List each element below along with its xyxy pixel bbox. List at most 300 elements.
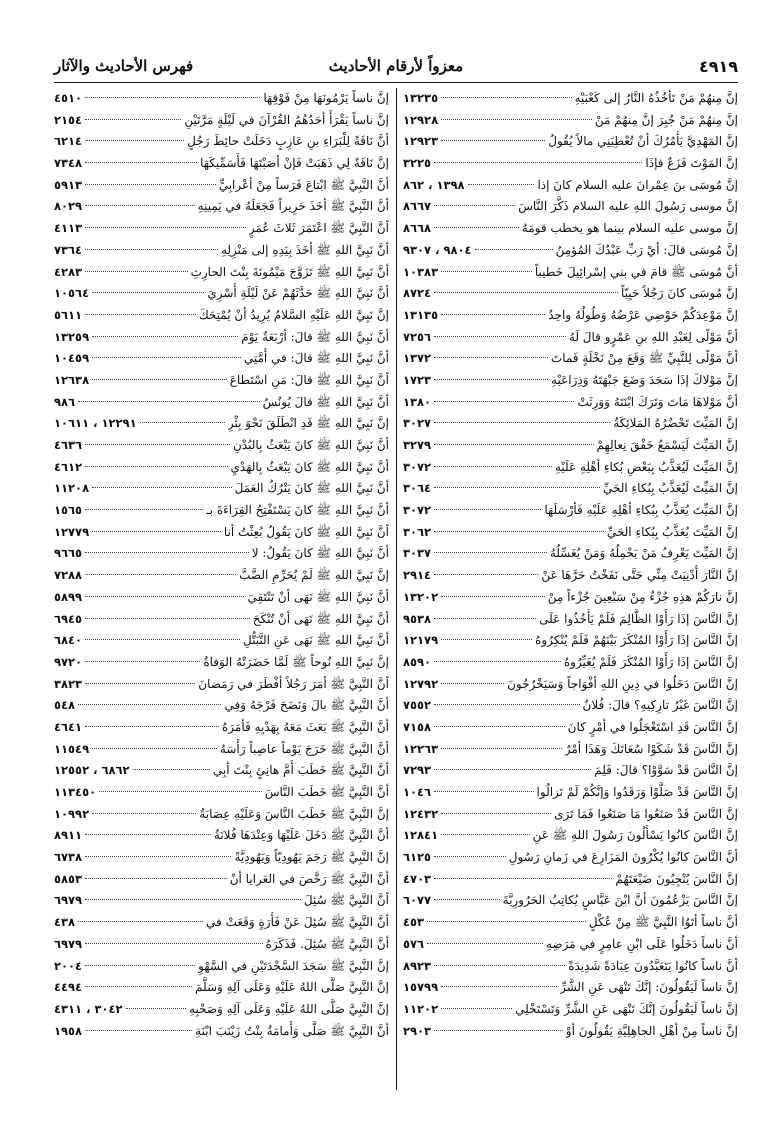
dot-leader <box>140 422 225 423</box>
index-entry <box>403 370 738 392</box>
dot-leader <box>441 834 530 835</box>
hadith-number: ٩٥٣٨ <box>403 611 432 626</box>
dot-leader <box>85 97 260 98</box>
index-entry <box>403 565 738 587</box>
dot-leader <box>92 813 196 814</box>
dot-leader <box>92 748 217 749</box>
hadith-incipit: إنَّ مَوْلاكَ إذَا سَجَدَ وَضَعَ جَبْهَتَهُ وَذِرَاعَيْهِ <box>551 372 738 387</box>
hadith-number: ٧٣٦٤ <box>54 242 83 257</box>
hadith-number: ٥٤٨ <box>54 698 76 713</box>
hadith-incipit: أنَّ النَّبِيَّ ﷺ خَطَبَ أُمَّ هانِئٍ بِنْتَ أبِي <box>212 763 389 778</box>
hadith-incipit: أنَّ نَبِيَّ اللهِ ﷺ قالَ يُونُسُ <box>262 394 389 409</box>
hadith-incipit: أنَّ مَوْلًى لِعَبْدِ اللهِ بنِ عَمْرٍو قالَ لَهُ <box>568 329 738 344</box>
dot-leader <box>434 444 593 445</box>
hadith-incipit: أنَّ النَّبِيَّ ﷺ رَخَّصَ في العَرايا أنْ <box>229 871 389 886</box>
dot-leader <box>133 769 210 770</box>
hadith-incipit: إنَّ النَّبِيَّ ﷺ سَجَدَ السَّجْدَتَيْنِ في السَّهْوِ <box>198 958 389 973</box>
hadith-number: ٦١٢٥ <box>403 850 432 865</box>
index-entry <box>403 392 738 414</box>
index-entry <box>54 695 389 717</box>
hadith-number: ٤٤٩٤ <box>54 980 83 995</box>
hadith-number: ٨٧٢٤ <box>403 286 432 301</box>
dot-leader <box>441 140 545 141</box>
index-page <box>54 56 738 1096</box>
hadith-number: ٣٢٧٩ <box>403 438 432 452</box>
index-entry <box>54 500 389 522</box>
hadith-number: ١١٢٠٢ <box>403 1001 439 1016</box>
dot-leader <box>434 618 536 619</box>
dot-leader <box>441 683 504 684</box>
index-entry <box>54 999 389 1021</box>
hadith-number: ١٢٩٢٨ <box>403 112 439 127</box>
hadith-number: ٣٠٦٤ <box>403 481 432 496</box>
hadith-incipit: إنَّ ناساً يَرْمُونَهَا مِنْ فَوْقِهَا <box>263 91 389 105</box>
running-title: معزواً لأرقام الأحاديث <box>328 57 464 75</box>
dot-leader <box>92 357 241 358</box>
hadith-incipit: إنَّ النَّاسَ دَخَلُوا في دِينِ اللهِ أفْوَاجاً وَسَيَخْرُجُونَ <box>507 676 738 691</box>
index-entry <box>54 1021 389 1043</box>
index-entry <box>403 327 738 349</box>
hadith-incipit: إنَّ مُوسَى بنَ عِمْرانَ عليه السلام كانَ إذا <box>537 177 738 192</box>
hadith-incipit: إنَّ المَيِّتَ تَحْضُرُهُ المَلائِكَةُ <box>613 416 738 431</box>
hadith-incipit: إنَّ نَبِيَّ اللهِ عَلَيْهِ السَّلامُ يُرِيدُ أنْ يُمْتِحَكَ <box>198 307 389 322</box>
hadith-number: ٢٠٠٤ <box>54 958 83 973</box>
index-entry <box>54 934 389 956</box>
index-entry <box>403 478 738 500</box>
dot-leader <box>85 661 200 662</box>
hadith-number: ٤٥١٠ <box>54 91 83 105</box>
index-entry <box>403 348 738 370</box>
dot-leader <box>441 1008 512 1009</box>
hadith-incipit: إنَّ المَيِّتَ يُعَذَّبُ بِبُكاءِ أهْلِهِ عَلَيْهِ فَأرْسَلَهَا <box>544 503 738 518</box>
dot-leader <box>85 596 244 597</box>
hadith-number: ١١٥٤٩ <box>54 741 90 756</box>
index-entry <box>54 652 389 674</box>
index-entry <box>54 825 389 847</box>
index-entry <box>403 262 738 284</box>
dot-leader <box>468 184 535 185</box>
index-entry <box>54 847 389 869</box>
hadith-number: ١٢٧٧٩ <box>54 524 90 539</box>
hadith-incipit: إنَّ المَيِّتَ لَيُعَذَّبُ بِبُكاءِ الحَيِّ <box>602 481 738 496</box>
dot-leader <box>434 336 566 337</box>
index-entry <box>54 283 389 305</box>
hadith-incipit: أنَّ نَبِيَّ اللهِ ﷺ كانَ يَتْرُكُ العَمَلَ <box>234 481 389 496</box>
dot-leader <box>92 531 221 532</box>
hadith-incipit: أنَّ نَبِيَّ اللهِ ﷺ قالَ: في أُمَّتِي <box>243 351 389 366</box>
hadith-number: ٢٩١٤ <box>403 568 432 583</box>
hadith-incipit: إنَّ مِنهُمْ مَنْ تَأخُذُهُ النَّارُ إلى كَعْبَيْهِ <box>574 91 738 105</box>
hadith-incipit: إنَّ النَّاسَ قَدْ سَوَّوْا؟ قالَ: فَلِمَ <box>594 763 738 778</box>
dot-leader <box>434 552 547 553</box>
dot-leader <box>85 856 231 857</box>
index-entry <box>403 609 738 631</box>
hadith-number: ٤٢٨٣ <box>54 264 83 279</box>
index-entry <box>403 869 738 891</box>
dot-leader <box>475 249 553 250</box>
hadith-number: ٣٨٢٣ <box>54 676 83 691</box>
dot-leader <box>441 119 592 120</box>
hadith-incipit: إنَّ ناساً لَيَقُولُونَ إنَّكَ تَنْهَى عَنِ الشَّرِّ وَتَسْتَخْلِي <box>515 1001 738 1016</box>
hadith-number: ١٢١٧٩ <box>403 633 439 648</box>
hadith-incipit: إنَّ المَهْدِيَّ يَأْمُرُكَ أنْ تُعْطِيَنِي مالاً يُقُولُ <box>548 134 738 149</box>
index-entry <box>54 609 389 631</box>
hadith-number: ٢٩٠٣ <box>403 1023 432 1038</box>
hadith-number: ١٠٤٦ <box>403 785 432 799</box>
dot-leader <box>434 205 515 206</box>
right-column <box>403 88 738 1088</box>
dot-leader <box>85 639 240 640</box>
hadith-incipit: أنَّ نَبِيَّ اللهِ ﷺ كانَ يَقُولُ: لا <box>251 546 389 561</box>
hadith-incipit: أنَّ ناساً دَخَلُوا عَلَى ابْنِ عامِرٍ في مَرَضِهِ <box>545 936 738 951</box>
hadith-incipit: إنَّ ناساً مِنْ أهْلِ الجاهِلِيَّةِ يَقُولُونَ أوْ <box>565 1023 738 1038</box>
dot-leader <box>434 1030 563 1031</box>
index-entry <box>403 825 738 847</box>
dot-leader <box>441 748 562 749</box>
hadith-incipit: إنَّ مُوسَى كانَ رَجُلاً حَيِيّاً <box>621 286 738 301</box>
index-entry <box>403 240 738 262</box>
hadith-incipit: أنَّ نَبِيَّ اللهِ ﷺ كانَ يَقُولُ بُعِثْتُ أنا <box>223 524 389 539</box>
hadith-incipit: إنَّ المَيِّتَ لَيَسْمَعُ خَفْقَ نِعالِهِمْ <box>596 438 738 452</box>
hadith-number: ٦٧٣٨ <box>54 850 83 865</box>
hadith-number: ٤٦١٢ <box>54 459 83 474</box>
index-entry <box>54 413 389 435</box>
index-entry <box>54 543 389 565</box>
dot-leader <box>441 639 532 640</box>
index-entry <box>54 240 389 262</box>
index-entry <box>403 652 738 674</box>
dot-leader <box>434 357 548 358</box>
index-entry <box>54 565 389 587</box>
index-entry <box>54 457 389 479</box>
dot-leader <box>85 140 184 141</box>
index-entry <box>54 630 389 652</box>
index-entry <box>403 847 738 869</box>
dot-leader <box>85 965 195 966</box>
hadith-incipit: أنَّ ناساً كانُوا يَتَعَبَّدُونَ عِبَادَةً شَدِيدَةً <box>568 958 738 973</box>
hadith-incipit: إنَّ ناساً لَيَقُولُونَ: إنَّكَ تَنْهَى عَنِ الشَّرِّ <box>560 980 738 995</box>
hadith-incipit: أنَّ النَّبِيَّ ﷺ دَخَلَ عَلَيْهَا وَعِنْدَهَا فُلانَةُ <box>213 828 389 843</box>
hadith-incipit: أنَّ النَّبِيَّ ﷺ صَلَّى وَأُمامَةُ بِنْتُ زَيْنَبَ ابْنَةِ <box>195 1023 389 1038</box>
hadith-number: ٨٠٢٩ <box>54 199 83 214</box>
index-entry <box>403 804 738 826</box>
index-entry <box>54 88 389 110</box>
hadith-incipit: أنَّ مَوْلًى لِلنَّبِيِّ ﷺ وَقَعَ مِنْ نَخْلَةٍ فَماتَ <box>550 351 738 366</box>
dot-leader <box>85 986 192 987</box>
index-entry <box>403 110 738 132</box>
dot-leader <box>92 336 238 337</box>
dot-leader <box>85 314 196 315</box>
hadith-incipit: إنَّ نَاقَةً لِي ذَهَبَتْ فَإنْ أصَبْتَهَا فَأَسَمِّيكَهَا <box>200 156 389 171</box>
hadith-incipit: أنَّ النَّاسَ كانُوا يُكْرُونَ المَزَارِعَ في زَمانِ رَسُولِ <box>508 850 738 865</box>
index-entry <box>403 196 738 218</box>
dot-leader <box>434 531 604 532</box>
hadith-incipit: أنَّ ناساً أتَوُا النَّبِيَّ ﷺ مِنْ عُكْلٍ <box>588 915 738 930</box>
index-entry <box>54 956 389 978</box>
hadith-number: ٤١١٣ <box>54 221 83 236</box>
dot-leader <box>434 878 612 879</box>
hadith-incipit: أنَّ النَّبِيَّ ﷺ أخَذَ حَرِيراً فَجَعَلَهُ في يَمِينِهِ <box>197 199 389 214</box>
hadith-incipit: أنَّ نَبِيَّ اللهِ ﷺ قالَ: مَنِ اسْتَطاعَ <box>229 372 389 387</box>
index-entry <box>54 348 389 370</box>
hadith-incipit: إنَّ النَّبِيَّ ﷺ رَجَمَ يَهُودِيّاً وَيَهُودِيَّةً <box>234 850 389 865</box>
index-entry <box>403 956 738 978</box>
dot-leader <box>85 271 188 272</box>
hadith-number: ١٣٢٣٥ <box>403 91 439 105</box>
dot-leader <box>85 726 219 727</box>
index-entry <box>54 110 389 132</box>
hadith-incipit: إنَّ موسى عليه السلام بينما هو يخطب قومَهُ <box>521 221 738 236</box>
dot-leader <box>434 401 574 402</box>
hadith-incipit: إنَّ النَّاسَ إذَا رَأَوْا المُنْكَرَ فَلَمْ يُغَيِّرُوهُ <box>563 654 738 669</box>
hadith-incipit: إنَّ المَيِّتَ يَعْرِفُ مَنْ يَحْمِلُهُ وَمَنْ يُغَسِّلُهُ <box>549 546 738 561</box>
hadith-number: ١٣٩٨ ، ٨٦٢ <box>403 177 465 192</box>
hadith-incipit: إنَّ النَّاسَ قَدْ صَلَّوْا وَرَقَدُوا وَإنَّكُمْ لَمْ تَزالُوا <box>536 785 738 799</box>
dot-leader <box>92 379 227 380</box>
index-entry <box>403 1021 738 1043</box>
hadith-incipit: أنَّ نَبِيَّ اللهِ ﷺ أخَذَ بِيَدِهِ إلى مَنْزِلِهِ <box>220 242 389 257</box>
hadith-incipit: أنَّ نَبِيَّ اللهِ ﷺ تَزَوَّجَ مَيْمُونَةَ بِنْتَ الحارِثِ <box>190 264 389 279</box>
dot-leader <box>441 986 557 987</box>
dot-leader <box>441 314 545 315</box>
index-entry <box>54 804 389 826</box>
index-entry <box>54 327 389 349</box>
index-entry <box>54 435 389 457</box>
hadith-incipit: أنَّ النَّبِيَّ ﷺ خَرَجَ يَوْماً عاصِباً رَأْسَهُ <box>219 741 389 756</box>
index-entry <box>403 587 738 609</box>
hadith-incipit: أنَّ مُوسَى ﷺ قامَ في بني إسْرائِيلَ خَطيباً <box>534 264 738 279</box>
index-entry <box>403 500 738 522</box>
dot-leader <box>85 444 230 445</box>
index-entry <box>403 305 738 327</box>
hadith-number: ٩٦٦٥ <box>54 546 83 561</box>
hadith-number: ١٠٣٨٣ <box>403 264 439 279</box>
dot-leader <box>85 899 301 900</box>
hadith-number: ١١٣٤٥٠ <box>54 785 97 799</box>
hadith-number: ٨٩١١ <box>54 828 83 843</box>
index-entry <box>54 153 389 175</box>
dot-leader <box>92 487 232 488</box>
index-entry <box>54 739 389 761</box>
hadith-incipit: أنَّ النَّبِيَّ ﷺ خَطَبَ النَّاسَ <box>264 785 389 799</box>
hadith-number: ١٢٦٣٨ <box>54 372 90 387</box>
index-entry <box>54 196 389 218</box>
hadith-number: ٧٢٥٦ <box>403 329 432 344</box>
hadith-incipit: إنَّ المَيِّتَ يُعَذَّبُ بِبُكاءِ الحَيِّ <box>606 524 738 539</box>
hadith-number: ١٥٧٩٩ <box>403 980 439 995</box>
dot-leader <box>85 227 246 228</box>
hadith-incipit: أنَّ نَبِيَّ اللهِ ﷺ حَدَّثَهُمْ عَنْ لَيْلَةِ أُسْرِيَ <box>207 286 389 301</box>
hadith-number: ٧١٥٨ <box>403 719 432 734</box>
index-entry <box>54 175 389 197</box>
hadith-number: ٦٠٧٧ <box>403 893 432 908</box>
dot-leader <box>434 574 538 575</box>
hadith-incipit: أنَّ نَبِيَّ اللهِ ﷺ نَهَى أنْ تُنْكَحَ <box>252 611 389 626</box>
hadith-incipit: إنَّ مُوسَى قالَ: أيْ رَبِّ عَبْدُكَ المُؤمِنُ <box>555 242 738 257</box>
hadith-number: ١٠٥٦٤ <box>54 286 90 301</box>
index-entry <box>54 977 389 999</box>
hadith-incipit: أنَّ النَّبِيَّ ﷺ اعْتَمَرَ ثَلاثَ عُمَرٍ <box>248 221 389 236</box>
hadith-number: ١٥٦٥ <box>54 503 83 518</box>
dot-leader <box>441 596 545 597</box>
dot-leader <box>434 791 533 792</box>
dot-leader <box>434 487 600 488</box>
hadith-number: ٦٩٧٩ <box>54 936 83 951</box>
hadith-number: ١٠٩٩٢ <box>54 806 90 821</box>
index-entry <box>403 999 738 1021</box>
hadith-number: ٢١٥٤ <box>54 112 83 127</box>
hadith-number: ٤٣٨ <box>54 915 76 930</box>
dot-leader <box>434 227 519 228</box>
dot-leader <box>85 509 203 510</box>
index-entry <box>403 522 738 544</box>
hadith-incipit: أنَّ النَّبِيَّ ﷺ سُئِلَ عَنْ فَأْرَةٍ وَقَعَتْ في <box>206 915 389 930</box>
index-entry <box>403 760 738 782</box>
dot-leader <box>85 1030 192 1031</box>
index-entry <box>54 912 389 934</box>
dot-leader <box>126 1008 186 1009</box>
dot-leader <box>99 791 262 792</box>
dot-leader <box>434 466 552 467</box>
hadith-incipit: إنَّ النَّاسَ إذَا رَأَوْا الظَّالِمَ فَلَمْ يَأْخُذُوا عَلَى <box>539 611 738 626</box>
dot-leader <box>434 965 565 966</box>
hadith-number: ١٣٢٥٩ <box>54 329 90 344</box>
hadith-number: ٧٣٤٨ <box>54 156 83 171</box>
dot-leader <box>85 249 218 250</box>
hadith-number: ٤٧٠٣ <box>403 871 432 886</box>
index-entry <box>54 131 389 153</box>
index-entry <box>403 890 738 912</box>
index-entry <box>54 305 389 327</box>
dot-leader <box>434 704 579 705</box>
hadith-incipit: إنَّ النَّاسَ قَدْ شَكَوْا سُعَاتَكَ وَهَذَا أمْرٌ <box>564 741 738 756</box>
dot-leader <box>85 943 263 944</box>
hadith-incipit: أنَّ نَبِيَّ اللهِ ﷺ قالَ: أرْبَعَةٌ يَوْمَ <box>241 329 389 344</box>
hadith-incipit: إنَّ النَّاسَ قَدْ صَنَعُوا مَا صَنَعُوا فَمَا تَرَى <box>554 806 738 821</box>
index-entry <box>403 630 738 652</box>
hadith-incipit: أنَّ مَوْلاهَا مَاتَ وَتَرَكَ ابْنَتَهُ وَوَرِثَتْ <box>577 394 738 409</box>
hadith-incipit: إنَّ مَوْعِدَكُمْ حَوْضِي عَرْضُهُ وَطُولُهُ واحِدٌ <box>548 307 738 322</box>
hadith-number: ١٣١٣٥ <box>403 307 439 322</box>
hadith-incipit: إنَّ النَّبِيَّ صَلَّى اللهُ عَلَيْهِ وَعَلَى آلِهِ وَسَلَّمَ <box>195 980 389 995</box>
index-entry <box>403 934 738 956</box>
index-entry <box>403 175 738 197</box>
index-entry <box>403 543 738 565</box>
hadith-number: ٥٧٦ <box>403 936 425 951</box>
index-title: فهرس الأحاديث والآثار <box>54 57 194 75</box>
hadith-number: ٥٦١١ <box>54 307 83 322</box>
index-entry <box>403 674 738 696</box>
left-column <box>54 88 389 1088</box>
hadith-number: ٦٨٦٢ ، ١٢٥٥٢ <box>54 763 130 778</box>
hadith-incipit: إنَّ النَّاسَ غَيْرُ تارِكِيهِ؟ قالَ: فُلانٌ <box>582 698 738 713</box>
index-entry <box>54 478 389 500</box>
index-entry <box>54 587 389 609</box>
hadith-incipit: أنَّ النَّبِيَّ ﷺ بَعَثَ مَعَهُ بِهَدْيِهِ فَأمَرَهُ <box>222 719 389 734</box>
hadith-incipit: إنَّ النَّاسَ يَزْعُمُونَ أنَّ ابْنَ عَبَّاسٍ يُكاتِبُ الحَرُورِيَّةَ <box>502 893 738 908</box>
hadith-number: ١٠٤٥٩ <box>54 351 90 366</box>
hadith-number: ١٢٢٦٣ <box>403 741 439 756</box>
index-entry <box>403 435 738 457</box>
hadith-number: ١٧٢٣ <box>403 372 432 387</box>
hadith-incipit: إنَّ ناساً يَقْرَأُ أحَدُهُمُ القُرْآنَ في لَيْلَةٍ مَرَّتَيْنِ <box>184 112 389 127</box>
hadith-number: ٤٦٣٦ <box>54 438 83 452</box>
index-entry <box>54 262 389 284</box>
hadith-number: ٦٨٤٠ <box>54 633 83 648</box>
dot-leader <box>434 292 618 293</box>
index-entry <box>54 760 389 782</box>
dot-leader <box>78 704 221 705</box>
hadith-number: ٧٢٨٨ <box>54 568 83 583</box>
dot-leader <box>85 119 181 120</box>
dot-leader <box>78 921 203 922</box>
index-entry <box>403 717 738 739</box>
hadith-incipit: إنَّ نَبِيَّ اللهِ نُوحاً ﷺ لَمَّا حَضَرَتْهُ الوَفاةُ <box>203 654 389 669</box>
hadith-number: ٥٨٩٩ <box>54 589 83 604</box>
dot-leader <box>85 552 249 553</box>
index-entry <box>403 218 738 240</box>
dot-leader <box>92 292 204 293</box>
hadith-number: ٣٠٤٢ ، ٤٣١١ <box>54 1001 123 1016</box>
hadith-number: ٣٠٢٧ <box>403 416 432 431</box>
dot-leader <box>441 97 571 98</box>
hadith-number: ١٢٧٩٢ <box>403 676 439 691</box>
hadith-incipit: إنَّ النَّاسَ قَدِ اسْتَعْجَلُوا في أمْرٍ كانَ <box>567 719 738 734</box>
hadith-incipit: إنَّ المَيِّتَ لَيُعَذَّبُ بِبَعْضِ بُكاءِ أهْلِهِ عَلَيْهِ <box>555 459 738 474</box>
index-entry <box>54 890 389 912</box>
index-entry <box>403 413 738 435</box>
dot-leader <box>434 661 561 662</box>
hadith-number: ٦٢١٤ <box>54 134 83 149</box>
dot-leader <box>441 813 551 814</box>
hadith-incipit: أنَّ النَّبِيَّ ﷺ سُئِلَ <box>303 893 389 908</box>
index-entry <box>403 153 738 175</box>
hadith-incipit: أنَّ النَّبِيَّ ﷺ بالَ وَنَضَحَ فَرْجَهُ وَفِي <box>224 698 389 713</box>
hadith-number: ١٩٥٨ <box>54 1023 83 1038</box>
hadith-incipit: إنَّ النَّاسَ إذَا رَأَوْا المُنْكَرَ بَيْنَهُمْ فَلَمْ يُنْكِرُوهُ <box>535 633 738 648</box>
dot-leader <box>427 943 543 944</box>
page-header <box>54 56 738 83</box>
hadith-incipit: إنَّ النَّارَ أُدْنِيَتْ مِنِّي حَتَّى نَفَخْتُ حَرَّهَا عَنْ <box>541 568 738 583</box>
hadith-incipit: أنَّ النَّبِيَّ ﷺ سُئِلَ. فَذَكَرَهُ <box>265 936 389 951</box>
hadith-number: ٩٨٠٤ ، ٩٣٠٧ <box>403 242 472 257</box>
hadith-incipit: إنَّ النَّاسَ كانُوا يَسْأَلُونَ رَسُولَ اللهِ ﷺ عَنِ <box>532 828 738 843</box>
dot-leader <box>427 921 586 922</box>
dot-leader <box>85 205 195 206</box>
column-divider <box>396 88 397 1090</box>
hadith-number: ٣٠٧٢ <box>403 459 432 474</box>
hadith-number: ٤٦٤١ <box>54 719 83 734</box>
hadith-incipit: أنَّ نَاقَةً لِلْبَرَاءِ بنِ عَازِبٍ دَخَلَتْ حائِطَ رَجُلٍ <box>187 134 389 149</box>
hadith-number: ١٢٤٣٢ <box>403 806 439 821</box>
dot-leader <box>434 769 591 770</box>
dot-leader <box>85 618 250 619</box>
dot-leader <box>434 726 565 727</box>
hadith-incipit: أنَّ النَّبِيَّ ﷺ أمَرَ رَجُلاً أفْطَرَ في رَمَضانَ <box>198 676 389 691</box>
hadith-incipit: أنَّ نَبِيَّ اللهِ ﷺ كانَ يَبْعَثُ بِالهَدْيِ <box>230 459 389 474</box>
index-entry <box>54 717 389 739</box>
hadith-number: ٥٩١٣ <box>54 177 83 192</box>
hadith-incipit: أنَّ نَبِيَّ اللهِ ﷺ نَهَى أنْ تَنْتَقِيَ <box>247 589 389 604</box>
index-entry <box>403 912 738 934</box>
dot-leader <box>434 162 642 163</box>
dot-leader <box>78 401 260 402</box>
page-number: ٤٩١٩ <box>698 57 738 76</box>
hadith-number: ٨٦٦٧ <box>403 199 432 214</box>
hadith-number: ٥٨٥٣ <box>54 871 83 886</box>
dot-leader <box>85 466 227 467</box>
dot-leader <box>85 683 195 684</box>
